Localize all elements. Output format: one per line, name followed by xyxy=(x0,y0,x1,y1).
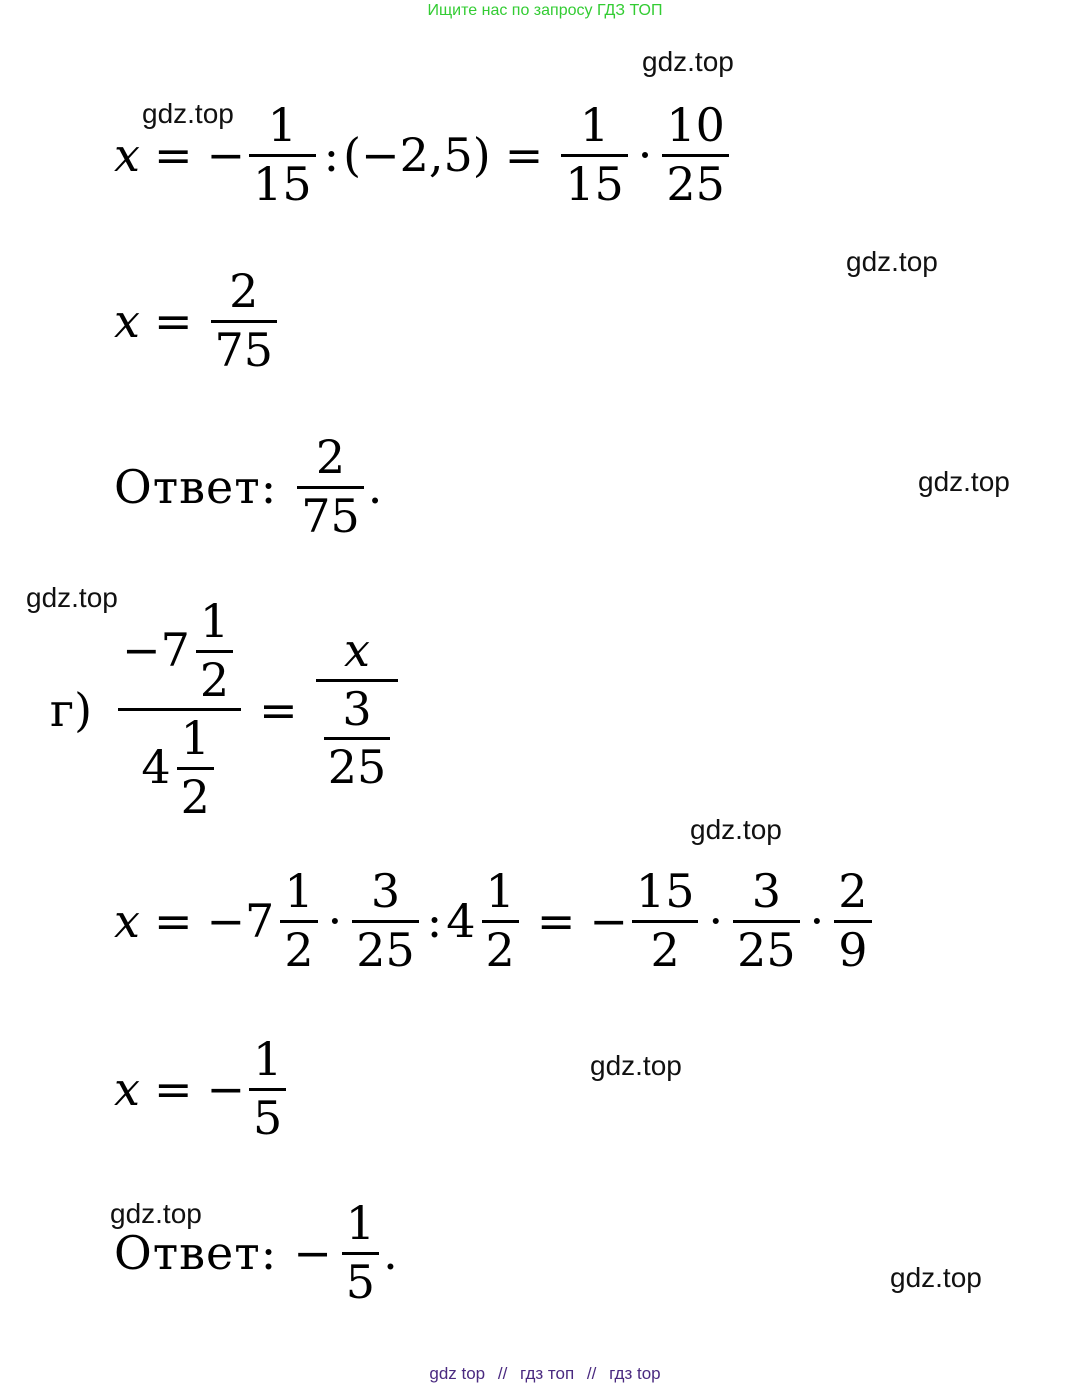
parenthesized-number: (−2,5) xyxy=(343,128,491,183)
footer-links xyxy=(0,1364,1090,1384)
equals-sign: = xyxy=(153,294,193,349)
watermark: gdz.top xyxy=(890,1262,982,1293)
denominator: 25 xyxy=(666,156,725,211)
denominator: 75 xyxy=(214,322,274,377)
fraction xyxy=(324,681,391,795)
fraction xyxy=(196,596,233,706)
fraction xyxy=(280,866,317,976)
period: . xyxy=(383,1226,398,1281)
answer-label: Ответ: xyxy=(114,460,278,515)
variable-x: x xyxy=(114,1062,140,1117)
denominator: 25 xyxy=(327,740,387,795)
equation-line-5 xyxy=(114,1034,290,1144)
numerator: 1 xyxy=(180,711,210,766)
minus-sign: − xyxy=(293,1226,332,1281)
division-colon: : xyxy=(426,894,443,949)
complex-fraction xyxy=(118,596,241,823)
denominator: 2 xyxy=(284,922,314,977)
numerator: 3 xyxy=(342,681,372,736)
numerator: 1 xyxy=(485,864,515,918)
watermark: gdz.top xyxy=(690,814,782,845)
fraction xyxy=(662,100,729,210)
watermark: gdz.top xyxy=(142,98,234,129)
denominator: 25 xyxy=(737,922,796,977)
minus-sign: − xyxy=(206,128,246,183)
whole-part: −7 xyxy=(206,894,275,949)
numerator: 1 xyxy=(199,594,230,648)
fraction xyxy=(249,100,316,210)
numerator xyxy=(118,596,241,706)
mixed-number xyxy=(446,866,523,976)
numerator: 1 xyxy=(267,98,297,152)
denominator: 15 xyxy=(253,156,312,211)
denominator: 15 xyxy=(565,156,624,211)
numerator: x xyxy=(343,623,370,678)
fraction xyxy=(177,713,214,823)
minus-sign: − xyxy=(589,894,628,949)
fraction xyxy=(297,432,364,542)
mixed-number xyxy=(141,713,218,823)
denominator xyxy=(137,713,222,823)
footer-link[interactable]: gdz top xyxy=(429,1364,486,1383)
multiply-dot: · xyxy=(327,894,343,949)
mixed-number xyxy=(122,596,237,706)
variable-x: x xyxy=(114,894,140,949)
numerator: 2 xyxy=(229,264,259,318)
variable-x: x xyxy=(114,294,140,349)
numerator: 1 xyxy=(579,98,610,152)
equals-sign: = xyxy=(504,128,544,183)
equals-sign: = xyxy=(536,894,576,949)
minus-sign: − xyxy=(206,1062,246,1117)
watermark: gdz.top xyxy=(846,246,938,277)
answer-line-2 xyxy=(114,1198,398,1308)
fraction xyxy=(733,866,800,976)
equals-sign: = xyxy=(153,128,193,183)
equation-line-4 xyxy=(114,866,876,976)
answer-label: Ответ: xyxy=(114,1226,278,1281)
denominator: 2 xyxy=(485,922,515,977)
numerator: 1 xyxy=(345,1196,376,1250)
part-label: г) xyxy=(50,682,93,737)
watermark: gdz.top xyxy=(110,1198,202,1229)
multiply-dot: · xyxy=(809,894,825,949)
variable-x: x xyxy=(114,128,140,183)
whole-part: 4 xyxy=(141,740,171,795)
multiply-dot: · xyxy=(708,894,724,949)
denominator: 25 xyxy=(356,922,415,977)
numerator: 1 xyxy=(284,864,314,918)
answer-line-1 xyxy=(114,432,382,542)
footer-link[interactable]: гдз топ xyxy=(520,1364,575,1383)
numerator: 10 xyxy=(666,98,725,152)
numerator: 1 xyxy=(253,1032,283,1086)
equals-sign: = xyxy=(153,894,193,949)
equation-line-2 xyxy=(114,266,281,376)
numerator: 3 xyxy=(370,864,401,918)
denominator: 5 xyxy=(345,1254,376,1309)
period: . xyxy=(367,460,383,515)
denominator: 9 xyxy=(838,922,868,977)
denominator: 2 xyxy=(650,922,680,977)
footer-link[interactable]: гдз top xyxy=(609,1364,661,1383)
complex-fraction xyxy=(316,625,399,794)
mixed-number xyxy=(207,866,322,976)
fraction xyxy=(249,1034,286,1144)
fraction xyxy=(352,866,419,976)
denominator xyxy=(316,681,399,795)
numerator: 2 xyxy=(315,430,346,484)
denominator: 75 xyxy=(301,488,360,543)
fraction xyxy=(834,866,871,976)
search-banner[interactable]: Ищите нас по запросу ГДЗ ТОП xyxy=(427,2,663,19)
whole-part: 4 xyxy=(446,894,476,949)
fraction xyxy=(342,1198,379,1308)
watermark: gdz.top xyxy=(590,1050,682,1081)
numerator: 3 xyxy=(751,864,781,918)
division-colon: : xyxy=(323,128,340,183)
equation-line-1 xyxy=(114,100,733,210)
fraction xyxy=(561,100,628,210)
footer-separator: // xyxy=(586,1364,597,1383)
footer-separator: // xyxy=(497,1364,508,1383)
watermark: gdz.top xyxy=(642,46,734,77)
fraction xyxy=(482,866,519,976)
watermark: gdz.top xyxy=(26,582,118,613)
equation-part-g xyxy=(50,596,402,823)
fraction-bar xyxy=(118,708,241,711)
fraction xyxy=(211,266,278,376)
equals-sign: = xyxy=(153,1062,193,1117)
numerator: 2 xyxy=(838,864,868,918)
numerator: 15 xyxy=(635,864,695,918)
whole-part: −7 xyxy=(122,623,190,678)
multiply-dot: · xyxy=(637,128,653,183)
watermark: gdz.top xyxy=(918,466,1010,497)
equals-sign: = xyxy=(259,682,298,737)
denominator: 2 xyxy=(199,652,230,707)
denominator: 5 xyxy=(253,1090,283,1145)
fraction xyxy=(632,866,699,976)
denominator: 2 xyxy=(180,769,210,824)
